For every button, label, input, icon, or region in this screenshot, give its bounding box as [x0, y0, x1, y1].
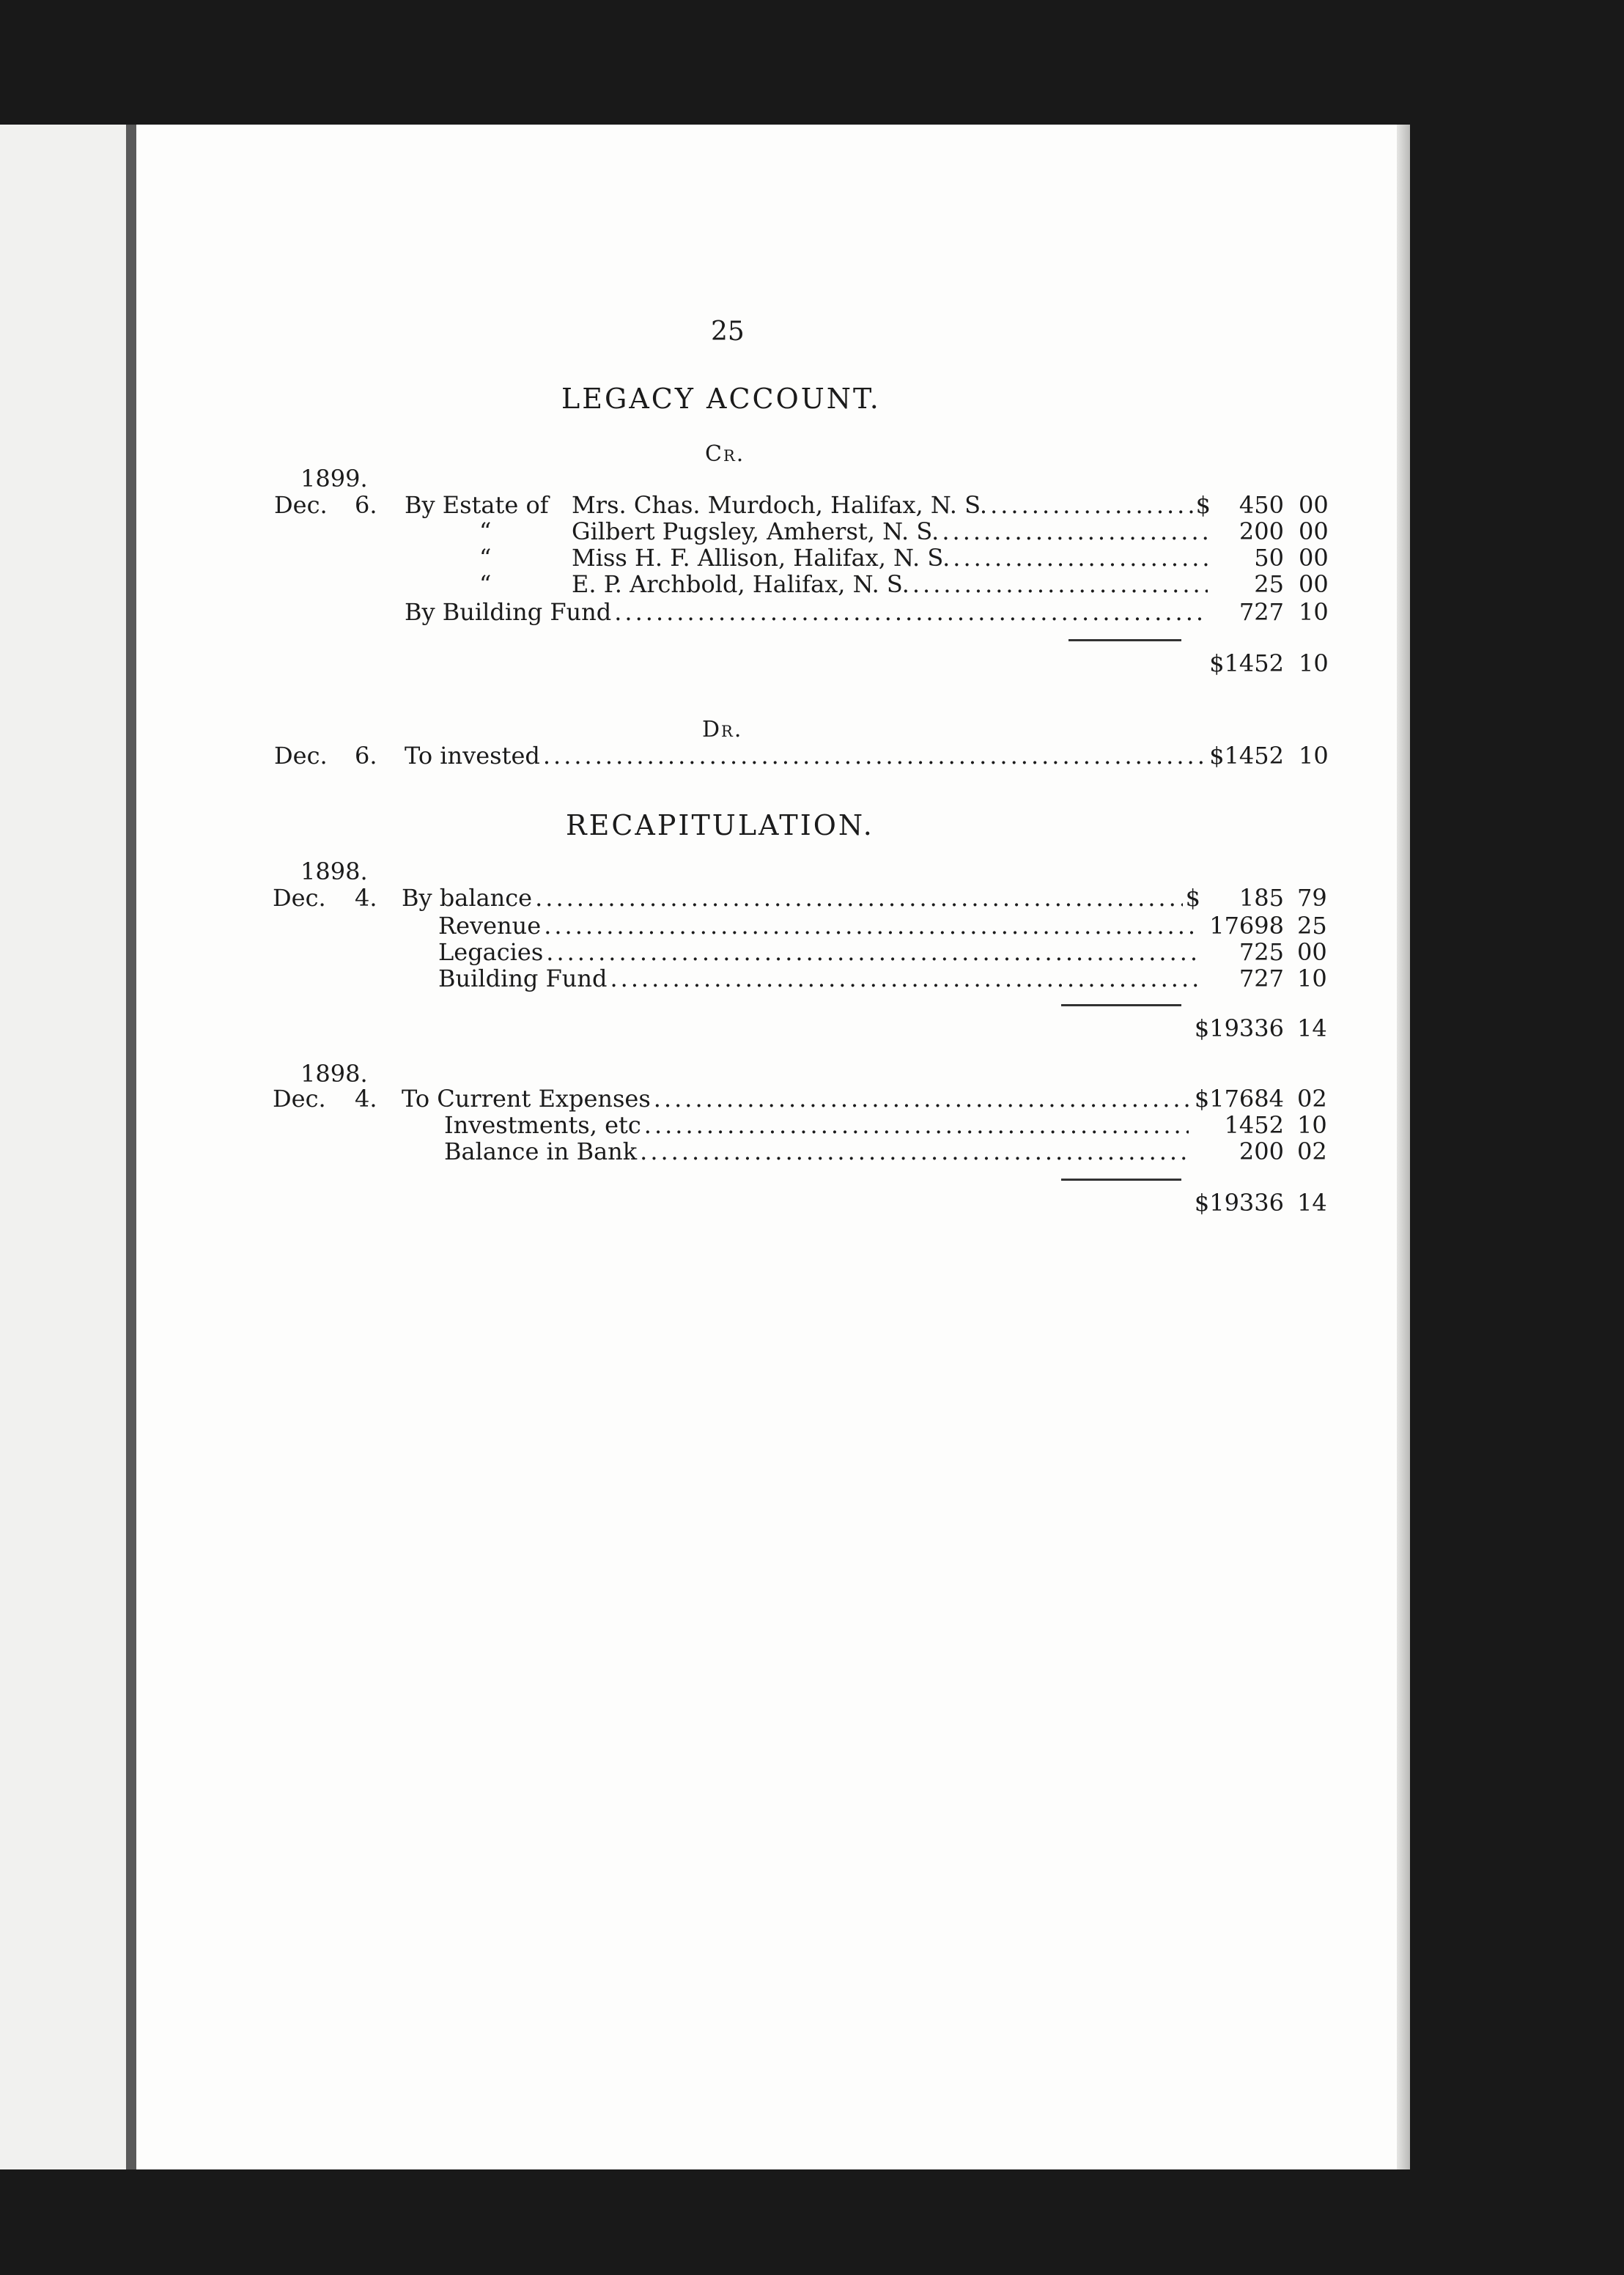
to-invested-cents: 10	[1299, 742, 1329, 770]
recap-to-label: Investments, etc	[444, 1111, 641, 1139]
leader-dots	[614, 598, 1208, 626]
month-dec: Dec.	[274, 491, 328, 519]
legacy-entry-cents: 00	[1299, 491, 1329, 519]
to-invested-entry	[405, 742, 1211, 770]
total-rule	[1068, 639, 1181, 641]
recap-to-label: Balance in Bank	[444, 1138, 638, 1165]
page-number: 25	[711, 317, 745, 347]
legacy-entry-name: Mrs. Chas. Murdoch, Halifax, N. S.	[572, 491, 988, 519]
leader-dots	[544, 912, 1197, 940]
dr-day: 6.	[355, 742, 377, 770]
recap-to-entry	[444, 1138, 1192, 1165]
leader-dots	[942, 517, 1208, 545]
recapitulation-title: RECAPITULATION.	[566, 809, 874, 841]
leader-dots	[990, 491, 1193, 519]
recap-to-year: 1898.	[300, 1060, 368, 1088]
recap-by-amount: 725	[1239, 938, 1284, 966]
leader-dots	[640, 1138, 1189, 1165]
leader-dots	[610, 965, 1197, 992]
recap-by-cents: 25	[1297, 912, 1327, 940]
dollar-sign: $	[1195, 491, 1211, 519]
total-rule	[1061, 1179, 1181, 1181]
page-edge-shadow	[1397, 125, 1410, 2169]
leader-dots	[535, 884, 1183, 912]
recap-to-label: To Current Expenses	[402, 1085, 651, 1113]
leader-dots	[644, 1111, 1189, 1139]
year-1899: 1899.	[300, 465, 368, 493]
by-estate-of: By Estate of	[405, 491, 549, 519]
recap-by-entry	[438, 938, 1200, 966]
legacy-entry	[572, 570, 1211, 598]
building-fund-amount: 727	[1239, 598, 1284, 626]
recap-by-label: Building Fund	[438, 965, 608, 992]
to-invested-label: To invested	[405, 742, 540, 770]
recap-to-amount: 1452	[1224, 1111, 1284, 1139]
recap-by-year: 1898.	[300, 858, 368, 885]
recap-by-entry	[402, 884, 1200, 912]
recap-by-month: Dec.	[273, 884, 326, 912]
cr-total-amount: $1452	[1209, 649, 1284, 677]
legacy-entry-name: Gilbert Pugsley, Amherst, N. S.	[572, 517, 940, 545]
recap-by-entry	[438, 965, 1200, 992]
recap-to-cents: 02	[1297, 1085, 1327, 1113]
recap-to-total-cents: 14	[1297, 1189, 1327, 1217]
legacy-entry-amount: 25	[1254, 570, 1284, 598]
recap-by-label: Revenue	[438, 912, 542, 940]
recap-by-label: Legacies	[438, 938, 544, 966]
legacy-entry-amount: 450	[1239, 491, 1284, 519]
leader-dots	[912, 570, 1208, 598]
ditto-mark: “	[479, 517, 492, 545]
recap-by-amount: 185	[1239, 884, 1284, 912]
dollar-sign: $	[1185, 884, 1200, 912]
legacy-entry-cents: 00	[1299, 544, 1329, 572]
legacy-entry	[572, 517, 1211, 545]
total-rule	[1061, 1004, 1181, 1006]
recap-to-amount: 200	[1239, 1138, 1284, 1165]
recap-to-entry	[444, 1111, 1192, 1139]
leader-dots	[953, 544, 1208, 572]
legacy-account-title: LEGACY ACCOUNT.	[561, 383, 881, 415]
ditto-mark: “	[479, 570, 492, 598]
building-fund-label: By Building Fund	[405, 598, 612, 626]
to-invested-amount: $1452	[1209, 742, 1284, 770]
previous-page-edge	[0, 125, 132, 2169]
leader-dots	[543, 742, 1208, 770]
recap-by-entry	[438, 912, 1200, 940]
recap-by-amount: 17698	[1209, 912, 1284, 940]
recap-by-label: By balance	[402, 884, 533, 912]
recap-to-amount: $17684	[1194, 1085, 1284, 1113]
book-spine	[126, 125, 136, 2169]
recap-to-day: 4.	[355, 1085, 377, 1113]
recap-to-cents: 10	[1297, 1111, 1327, 1139]
legacy-entry	[572, 491, 1211, 519]
recap-to-total-amount: $19336	[1194, 1189, 1284, 1217]
cr-total-cents: 10	[1299, 649, 1329, 677]
recap-by-cents: 79	[1297, 884, 1327, 912]
legacy-entry-cents: 00	[1299, 570, 1329, 598]
building-fund-cents: 10	[1299, 598, 1329, 626]
recap-by-cents: 00	[1297, 938, 1327, 966]
dr-heading: Dr.	[702, 717, 743, 742]
building-fund-entry	[405, 598, 1211, 626]
dr-month: Dec.	[274, 742, 328, 770]
page	[136, 125, 1409, 2169]
legacy-entry	[572, 544, 1211, 572]
recap-to-month: Dec.	[273, 1085, 326, 1113]
legacy-entry-cents: 00	[1299, 517, 1329, 545]
recap-by-cents: 10	[1297, 965, 1327, 992]
recap-by-total-cents: 14	[1297, 1014, 1327, 1042]
legacy-entry-name: E. P. Archbold, Halifax, N. S.	[572, 570, 909, 598]
ditto-mark: “	[479, 544, 492, 572]
legacy-entry-amount: 50	[1254, 544, 1284, 572]
leader-dots	[546, 938, 1197, 966]
recap-by-amount: 727	[1239, 965, 1284, 992]
recap-by-total-amount: $19336	[1194, 1014, 1284, 1042]
cr-heading: Cr.	[705, 441, 745, 467]
day-6: 6.	[355, 491, 377, 519]
recap-to-cents: 02	[1297, 1138, 1327, 1165]
legacy-entry-amount: 200	[1239, 517, 1284, 545]
leader-dots	[654, 1085, 1190, 1113]
recap-by-day: 4.	[355, 884, 377, 912]
legacy-entry-name: Miss H. F. Allison, Halifax, N. S.	[572, 544, 951, 572]
recap-to-entry	[402, 1085, 1193, 1113]
